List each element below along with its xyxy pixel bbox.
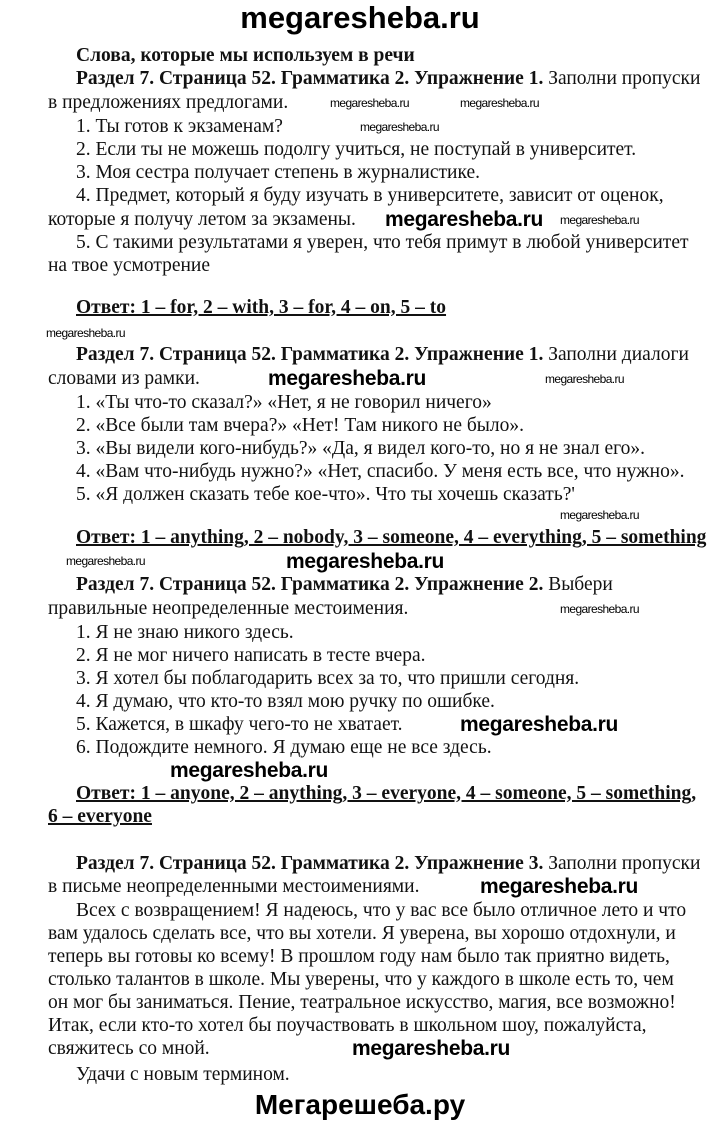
exercise-task: Заполни пропуски [543, 853, 701, 874]
watermark-medium: megaresheba.ru [385, 208, 544, 231]
list-item: 1. Я не знаю никого здесь. [76, 622, 294, 643]
letter-line: Удачи с новым термином. [76, 1064, 290, 1085]
exercise-task: Заполни диалоги [543, 344, 689, 365]
list-item: 2. Я не мог ничего написать в тесте вчера. [76, 645, 426, 666]
letter-line: Итак, если кто-то хотел бы поучаствовать в школьном шоу, пожалуйста, [48, 1015, 647, 1036]
list-item: 4. «Вам что-нибудь нужно?» «Нет, спасибо. У меня есть все, что нужно». [76, 461, 685, 482]
watermark-small: megaresheba.ru [560, 508, 639, 522]
watermark-small: megaresheba.ru [460, 96, 539, 110]
letter-line: он мог бы заниматься. Пение, театральное искусство, магия, все возможно! [48, 992, 676, 1013]
watermark-medium: megaresheba.ru [268, 367, 427, 390]
letter-line: столько талантов в школе. Мы уверены, что у каждого в школе есть то, чем [48, 969, 674, 990]
letter-line: вам удалось сделать все, что вы хотели. Я уверена, вы хорошо отдохнули, и [48, 923, 676, 944]
answer: Ответ: 1 – anything, 2 – nobody, 3 – someone, 4 – everything, 5 – something [76, 527, 707, 548]
watermark-small: megaresheba.ru [560, 213, 639, 227]
list-item: 3. Я хотел бы поблагодарить всех за то, что пришли сегодня. [76, 668, 580, 689]
answer-cont: 6 – everyone [48, 806, 152, 827]
letter-line: Всех с возвращением! Я надеюсь, что у вас все было отличное лето и что [76, 900, 687, 921]
watermark-small: megaresheba.ru [46, 326, 125, 340]
exercise-heading: Раздел 7. Страница 52. Грамматика 2. Упражнение 3. [76, 853, 544, 874]
letter-line: теперь вы готовы ко всему! В прошлом году нам было так приятно видеть, [48, 946, 670, 967]
watermark-small: megaresheba.ru [360, 120, 439, 134]
exercise-task-cont: словами из рамки. [48, 368, 200, 389]
site-watermark-footer: Мегарешеба.ру [254, 1089, 466, 1120]
exercise-heading: Раздел 7. Страница 52. Грамматика 2. Упражнение 1. [76, 68, 544, 89]
watermark-small: megaresheba.ru [560, 602, 639, 616]
watermark-medium: megaresheba.ru [460, 713, 619, 736]
site-watermark-header: megaresheba.ru [240, 0, 480, 35]
exercise-1-title [76, 68, 700, 90]
list-item: 1. «Ты что-то сказал?» «Нет, я не говорил ничего» [76, 392, 492, 413]
exercise-task: Заполни пропуски [543, 68, 701, 89]
list-item: 5. «Я должен сказать тебе кое-что». Что ты хочешь сказать?' [76, 484, 575, 505]
watermark-small: megaresheba.ru [66, 554, 145, 568]
watermark-medium: megaresheba.ru [352, 1037, 511, 1060]
exercise-task-cont: правильные неопределенные местоимения. [48, 598, 409, 619]
answer: Ответ: 1 – for, 2 – with, 3 – for, 4 – on, 5 – to [76, 297, 447, 318]
exercise-task-cont: в письме неопределенными местоимениями. [48, 876, 420, 897]
list-item: 5. С такими результатами я уверен, что тебя примут в любой университет [76, 232, 689, 253]
list-item: 4. Предмет, который я буду изучать в университете, зависит от оценок, [76, 185, 664, 206]
answer: Ответ: 1 – anyone, 2 – anything, 3 – everyone, 4 – someone, 5 – something, [76, 783, 697, 804]
list-item: 5. Кажется, в шкафу чего-то не хватает. [76, 714, 403, 735]
list-item: 3. Моя сестра получает степень в журналистике. [76, 162, 480, 183]
topic-heading: Слова, которые мы используем в речи [76, 45, 415, 66]
list-item: 4. Я думаю, что кто-то взял мою ручку по ошибке. [76, 691, 495, 712]
exercise-task-cont: в предложениях предлогами. [48, 92, 289, 113]
exercise-heading: Раздел 7. Страница 52. Грамматика 2. Упражнение 1. [76, 344, 544, 365]
list-item: 6. Подождите немного. Я думаю еще не все здесь. [76, 737, 492, 758]
exercise-1b-title [76, 344, 689, 366]
list-item: на твое усмотрение [48, 255, 211, 276]
list-item: 1. Ты готов к экзаменам? [76, 116, 283, 137]
watermark-small: megaresheba.ru [545, 372, 624, 386]
exercise-heading: Раздел 7. Страница 52. Грамматика 2. Упражнение 2. [76, 574, 544, 595]
watermark-medium: megaresheba.ru [480, 875, 639, 898]
exercise-2-title [76, 574, 613, 596]
list-item: которые я получу летом за экзамены. [48, 209, 356, 230]
letter-line: свяжитесь со мной. [48, 1038, 210, 1059]
list-item: 3. «Вы видели кого-нибудь?» «Да, я видел кого-то, но я не знал его». [76, 438, 646, 459]
list-item: 2. Если ты не можешь подолгу учиться, не поступай в университет. [76, 139, 637, 160]
exercise-3-title [76, 853, 700, 875]
watermark-small: megaresheba.ru [330, 96, 409, 110]
exercise-task: Выбери [543, 574, 613, 595]
watermark-medium: megaresheba.ru [286, 550, 445, 573]
list-item: 2. «Все были там вчера?» «Нет! Там никого не было». [76, 415, 524, 436]
watermark-medium: megaresheba.ru [170, 759, 329, 782]
